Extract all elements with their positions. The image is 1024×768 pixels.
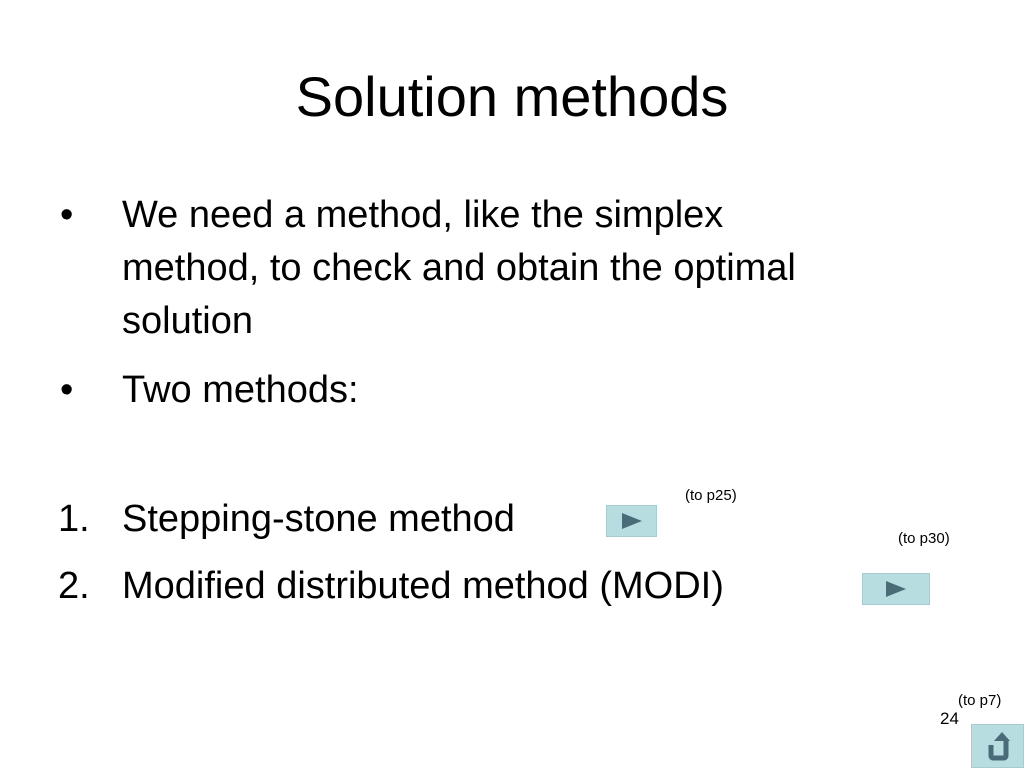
method-number: 1. [58, 498, 90, 540]
goto-p30-button[interactable] [862, 573, 930, 605]
play-icon [621, 512, 643, 530]
goto-p25-button[interactable] [606, 505, 657, 537]
return-arrow-icon [983, 731, 1013, 761]
bullet-marker: • [60, 194, 74, 236]
link-note: (to p25) [685, 487, 737, 504]
page-number: 24 [940, 709, 959, 728]
method-label: Stepping-stone method [122, 498, 515, 540]
method-label: Modified distributed method (MODI) [122, 565, 724, 607]
link-note: (to p7) [958, 692, 1002, 709]
return-to-p7-button[interactable] [971, 724, 1024, 768]
bullet-text-line: We need a method, like the simplex [122, 194, 724, 236]
bullet-marker: • [60, 369, 74, 411]
play-icon [885, 580, 907, 598]
link-note: (to p30) [898, 530, 950, 547]
bullet-text-line: solution [122, 300, 253, 342]
slide-title: Solution methods [295, 65, 729, 128]
method-number: 2. [58, 565, 90, 607]
bullet-text-line: Two methods: [122, 369, 359, 411]
bullet-text-line: method, to check and obtain the optimal [122, 247, 796, 289]
